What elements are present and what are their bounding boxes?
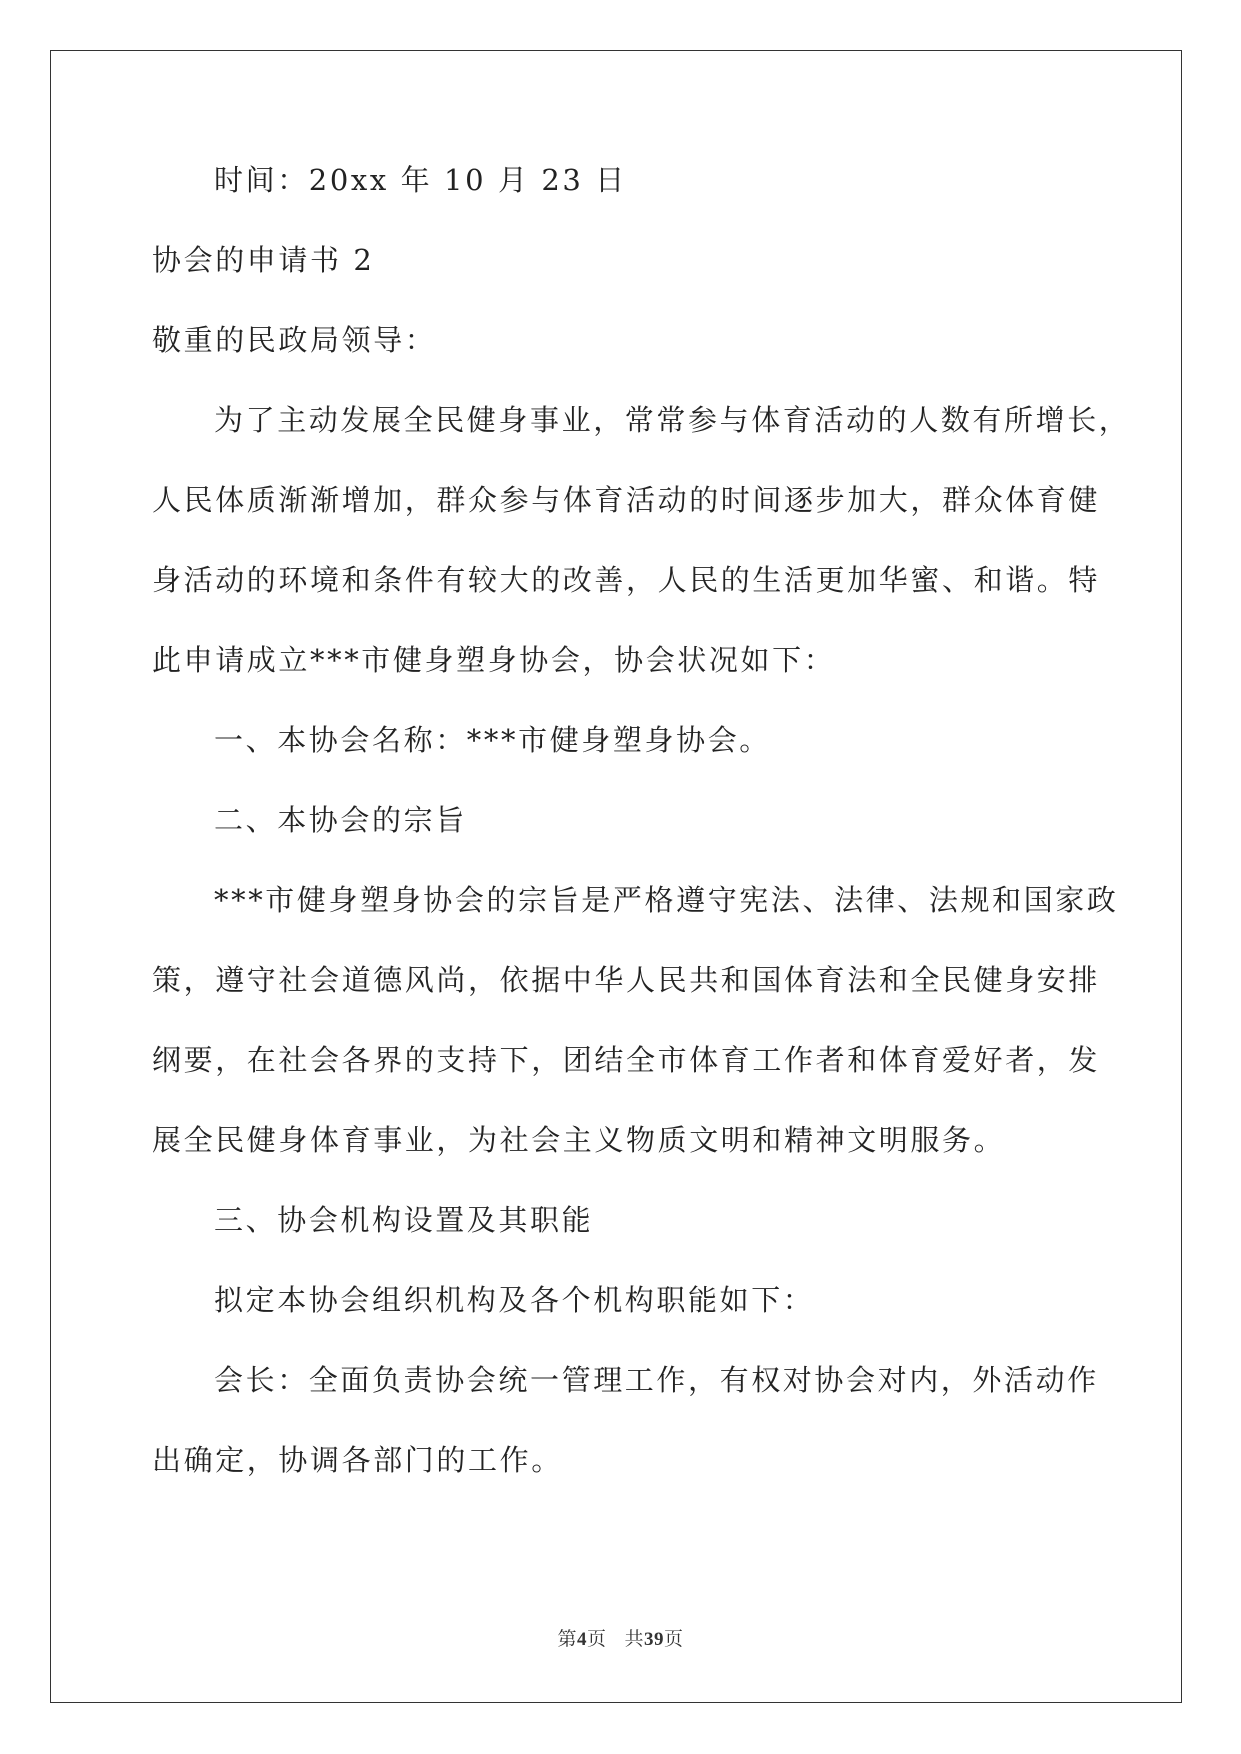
paragraph-line: 为了主动发展全民健身事业，常常参与体育活动的人数有所增长， [214, 403, 1131, 437]
total-pages: 39 [644, 1629, 665, 1650]
salutation: 敬重的民政局领导： [152, 323, 437, 357]
paragraph-line: 此申请成立***市健身塑身协会，协会状况如下： [152, 643, 836, 677]
page-prefix: 第 [557, 1629, 577, 1650]
page-suffix: 页 [586, 1629, 607, 1650]
item-heading: 三、协会机构设置及其职能 [214, 1203, 594, 1237]
paragraph-line: 身活动的环境和条件有较大的改善，人民的生活更加华蜜、和谐。特 [152, 563, 1101, 597]
paragraph-line: 策，遵守社会道德风尚，依据中华人民共和国体育法和全民健身安排 [152, 963, 1101, 997]
paragraph-line: ***市健身塑身协会的宗旨是严格遵守宪法、法律、法规和国家政 [214, 883, 1119, 917]
paragraph-line: 人民体质渐渐增加，群众参与体育活动的时间逐步加大，群众体育健 [152, 483, 1101, 517]
section-title: 协会的申请书 2 [152, 243, 375, 277]
page-number: 4 [576, 1629, 587, 1650]
paragraph-line: 会长：全面负责协会统一管理工作，有权对协会对内，外活动作 [214, 1363, 1099, 1397]
paragraph-line: 纲要，在社会各界的支持下，团结全市体育工作者和体育爱好者，发 [152, 1043, 1101, 1077]
date-line: 时间：20xx 年 10 月 23 日 [214, 163, 627, 197]
page-footer [0, 1624, 1241, 1651]
paragraph-line: 出确定，协调各部门的工作。 [152, 1443, 563, 1477]
paragraph-line: 展全民健身体育事业，为社会主义物质文明和精神文明服务。 [152, 1123, 1006, 1157]
total-prefix: 共 [624, 1629, 645, 1650]
paragraph-line: 拟定本协会组织机构及各个机构职能如下： [214, 1283, 815, 1317]
total-suffix: 页 [664, 1629, 684, 1650]
item-heading: 一、本协会名称：***市健身塑身协会。 [214, 723, 771, 757]
item-heading: 二、本协会的宗旨 [214, 803, 467, 837]
document-body [152, 160, 1131, 1520]
